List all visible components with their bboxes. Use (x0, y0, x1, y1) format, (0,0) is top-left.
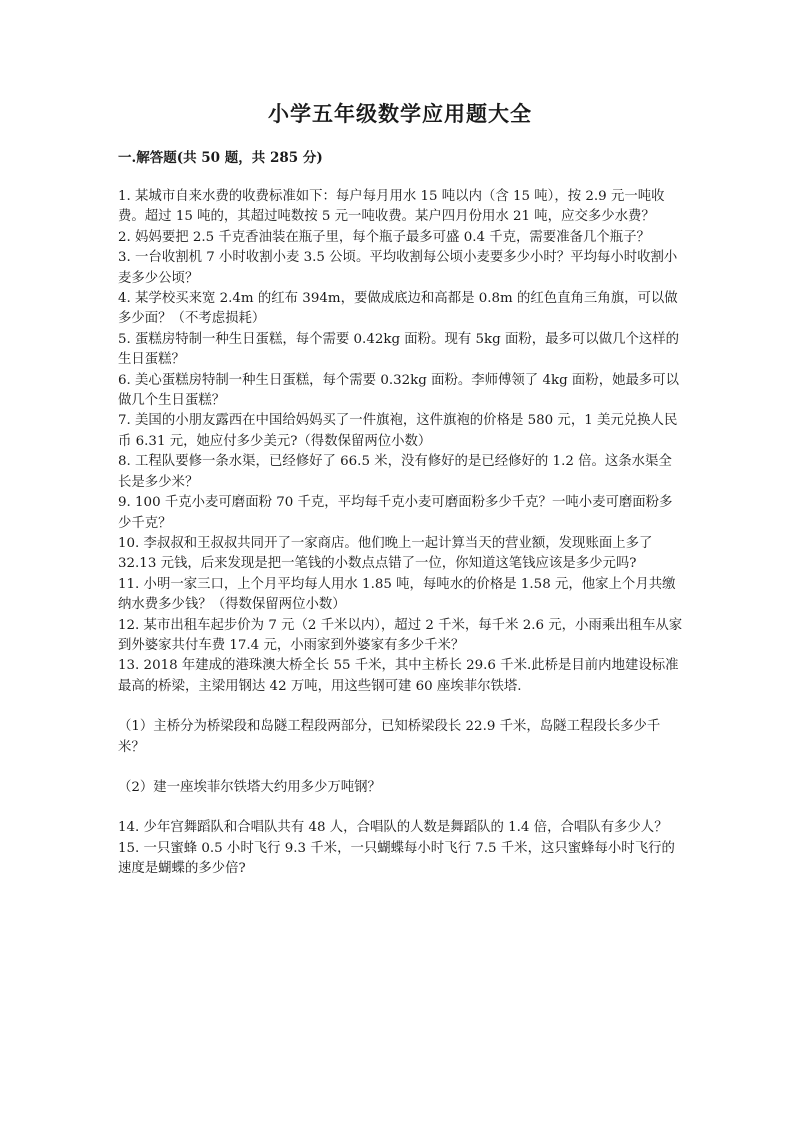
sub-question-2: （2）建一座埃菲尔铁塔大约用多少万吨钢？ (118, 779, 381, 795)
sub-question-1: （1）主桥分为桥梁段和岛隧工程段两部分，已知桥梁段长 22.9 千米，岛隧工程段长多少千米？ (118, 719, 661, 755)
question-7: 7. 美国的小朋友露西在中国给妈妈买了一件旗袍，这件旗袍的价格是 580 元，1 美元兑换人民币 6.31 元，她应付多少美元?（得数保留两位小数） (118, 413, 678, 449)
question-2: 2. 妈妈要把 2.5 千克香油装在瓶子里，每个瓶子最多可盛 0.4 千克，需要准备几个瓶子？ (118, 229, 650, 245)
question-1: 1. 某城市自来水费的收费标准如下：每户每月用水 15 吨以内（含 15 吨），按 2.9 元一吨收费。超过 15 吨的，其超过吨数按 5 元一吨收费。某户四月份用水 21 吨，应交多少水费？ (118, 189, 665, 225)
question-12: 12. 某市出租车起步价为 7 元（2 千米以内），超过 2 千米，每千米 2.6 元，小雨乘出租车从家到外婆家共付车费 17.4 元，小雨家到外婆家有多少千米？ (118, 617, 683, 653)
question-15: 15. 一只蜜蜂 0.5 小时飞行 9.3 千米，一只蝴蝶每小时飞行 7.5 千米，这只蜜蜂每小时飞行的速度是蝴蝶的多少倍? (118, 840, 675, 877)
question-10: 10. 李叔叔和王叔叔共同开了一家商店。他们晚上一起计算当天的营业额，发现账面上多了 32.13 元钱，后来发现是把一笔钱的小数点点错了一位，你知道这笔钱应该是多少元吗? (118, 535, 653, 572)
question-5: 5. 蛋糕房特制一种生日蛋糕，每个需要 0.42kg 面粉。现有 5kg 面粉，最多可以做几个这样的生日蛋糕？ (118, 331, 680, 368)
question-9: 9. 100 千克小麦可磨面粉 70 千克，平均每千克小麦可磨面粉多少千克？一吨小麦可磨面粉多少千克？ (118, 495, 673, 531)
question-3: 3. 一台收割机 7 小时收割小麦 3.5 公顷。平均收割每公顷小麦要多少小时？平均每小时收割小麦多少公顷？ (118, 250, 678, 286)
question-8: 8. 工程队要修一条水渠，已经修好了 66.5 米，没有修好的是已经修好的 1.2 倍。这条水渠全长是多少米？ (118, 454, 672, 490)
question-list (118, 187, 684, 880)
question-13: 13. 2018 年建成的港珠澳大桥全长 55 千米，其中主桥长 29.6 千米.此桥是目前内地建设标准最高的桥梁，主梁用钢达 42 万吨，用这些钢可建 60 座埃菲尔铁塔. (118, 658, 679, 694)
page-title: 小学五年级数学应用题大全 (268, 101, 532, 126)
question-14: 14. 少年宫舞蹈队和合唱队共有 48 人，合唱队的人数是舞蹈队的 1.4 倍，合唱队有多少人？ (118, 820, 668, 836)
section-heading: 一.解答题(共 50 题，共 285 分) (118, 150, 323, 166)
question-11: 11. 小明一家三口，上个月平均每人用水 1.85 吨，每吨水的价格是 1.58 元，他家上个月共缴纳水费多少钱？（得数保留两位小数） (118, 576, 676, 613)
question-4: 4. 某学校买来宽 2.4m 的红布 394m，要做成底边和高都是 0.8m 的红色直角三角旗，可以做多少面？（不考虑损耗） (118, 291, 678, 327)
question-6: 6. 美心蛋糕房特制一种生日蛋糕，每个需要 0.32kg 面粉。李师傅领了 4kg 面粉，她最多可以做几个生日蛋糕？ (118, 372, 680, 409)
